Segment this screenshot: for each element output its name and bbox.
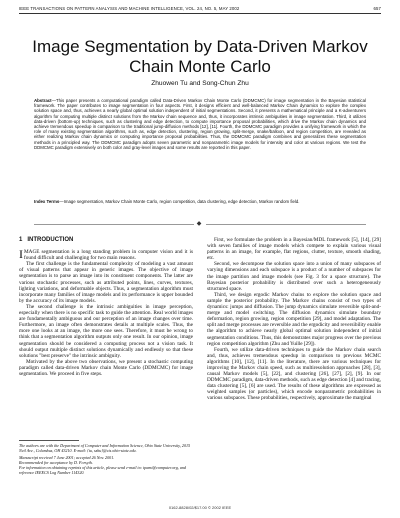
right-paragraph-2: Second, we decompose the solution space into a union of many subspaces of varying dimensions and each subspace is a product of a number of subspaces for the image partition and image models (see Fig. 3 for a space structure). The Bayesian posterior probability is distributed over such a heterogeneously structured space. [207,261,381,292]
section-number: 1 [19,237,23,243]
paper-title: Image Segmentation by Data-Driven Markov Chain Monte Carlo [32,37,368,76]
index-terms-text: —Image segmentation, Markov Chain Monte Carlo, region competition, data clustering, edge detection, Markov random field. [59,199,300,204]
intro-paragraph-4: Motivated by the above two observations, we present a stochastic computing paradigm called data-driven Markov chain Monte Carlo (DDMCMC) for image segmentation. We proceed in five steps. [19,358,193,377]
abstract [34,98,366,150]
section-heading [19,237,193,243]
footnote [19,443,193,475]
right-paragraph-1: First, we formulate the problem in a Bayesian/MDL framework [5], [14], [29] with seven families of image models which compete to explain various visual patterns in an image, for example, flat regions, clutter, texture, smooth shading, etc. [207,237,381,262]
left-column [19,237,193,377]
section-title: INTRODUCTION [27,237,74,243]
diamond-icon: ◆ [194,221,207,227]
separator-diamond [34,220,366,227]
abstract-label: Abstract [34,98,52,103]
running-header [19,6,381,11]
intro-paragraph-1: IMAGE segmentation is a long standing problem in computer vision and it is found difficult and challenging for two main reasons. [19,247,193,262]
footnote-reprints: For information on obtaining reprints of this article, please send e-mail to: tpami@computer.org, and reference IEEECS Log Number 114320. [19,465,186,475]
right-column [207,237,381,402]
intro-paragraph-2: The first challenge is the fundamental complexity of modeling a vast amount of visual patterns that appear in generic images. The objective of image segmentation is to parse an image into its constituent components. The latter are various stochastic processes, such as attributed points, lines, curves, textures, lighting variations, and deformable objects. Thus, a segmentation algorithm must incorporate many families of image models and its performance is upper bounded by the accuracy of its image models. [19,261,193,304]
footnote-editor: Recommended for acceptance by D. Forsyth. [19,460,93,465]
right-paragraph-4: Fourth, we utilize data-driven techniques to guide the Markov chain search and, thus, achieves tremendous speedup in comparison to previous MCMC algorithms [10], [12], [11]. In the literature, there are various techniques for improving the Markov chain speed, such as multiresolution approaches [28], [3], causal Markov models [5], [22], and clustering [26], [27], [2], [9]. In our DDMCMC paradigm, data-driven methods, such as edge detection [4] and tracing, data clustering [5], [6] are used. The results of these algorithms are expressed as weighted samples (or particles), which encode nonparametric probabilities in various subspaces. These probabilities, respectively, approximate the marginal [207,346,381,402]
dropcap-letter: I [19,247,23,262]
paper-authors: Zhuowen Tu and Song-Chun Zhu [151,80,249,87]
journal-name: IEEE TRANSACTIONS ON PATTERN ANALYSIS AND MACHINE INTELLIGENCE, VOL. 24, NO. 5, MAY 2002 [19,6,240,11]
header-rule [19,13,381,14]
intro-paragraph-3: The second challenge is the intrinsic ambiguities in image perception, especially when there is no specific task to guide the attention. Real world images are fundamentally ambiguous and our perception of an image changes over time. Furthermore, an image often demonstrates details at multiple scales. Thus, the more one looks at an image, the more one sees. Therefore, it must be wrong to think that a segmentation algorithm outputs only one result. In our opinion, image segmentation should be considered a computing process not a vision task. It should output multiple distinct solutions dynamically and endlessly so that these solutions "best preserve" the intrinsic ambiguity. [19,303,193,359]
index-terms [34,199,366,204]
footnote-rule [19,440,79,441]
footnote-authors: The authors are with the Department of Computer and Information Science, Ohio State University, 2015 Neil Ave., Columbus, OH 43210. E-mail: {tu, szhu}@cis.ohio-state.edu. [19,443,191,453]
footnote-received: Manuscript received 7 June 2001; accepted 26 Nov. 2001. [19,455,115,460]
index-terms-label: Index Terms [34,199,60,204]
page-footer: 0162-8828/02/$17.00 © 2002 IEEE [168,505,232,510]
abstract-text: —This paper presents a computational paradigm called Data-Driven Markov Chain Monte Carlo (DDMCMC) for image segmentation in the Bayesian statistical framework. The paper contributes to image segmentation in four aspects. First, it designs efficient and well-balanced Markov Chain dynamics to explore the complex solution space and, thus, achieves a nearly global optimal solution independent of initial segmentations. Second, it presents a mathematical principle and a K-adventurers algorithm for computing multiple distinct solutions from the Markov chain sequence and, thus, it incorporates intrinsic ambiguities in image segmentation. Third, it utilizes data-driven (bottom-up) techniques, such as clustering and edge detection, to compute importance proposal probabilities, which drive the Markov chain dynamics and achieve tremendous speedup in comparison to the traditional jump-diffusion methods [12], [11]. Fourth, the DDMCMC paradigm provides a unifying framework in which the role of many existing segmentation algorithms, such as, edge detection, clustering, region growing, split-merge, snake/balloon, and region competition, are revealed as either realizing Markov chain dynamics or computing importance proposal probabilities. Thus, the DDMCMC paradigm combines and generalizes these segmentation methods in a principled way. The DDMCMC paradigm adopts seven parametric and nonparametric image models for intensity and color at various regions. We test the DDMCMC paradigm extensively on both color and gray-level images and some results are reported in this paper. [34,98,366,150]
page-number: 657 [373,6,381,11]
right-paragraph-3: Third, we design ergodic Markov chains to explore the solution space and sample the posterior probability. The Markov chains consist of two types of dynamics: jumps and diffusion. The jump dynamics simulate reversible split-and-merge and model switching. The diffusion dynamics simulate boundary deformation, region growing, region competition [29], and model adaptation. The split and merge processes are reversible and the ergodicity and reversibility enable the algorithm to achieve nearly global optimal solution independent of initial segmentation conditions. Thus, this demonstrates major progress over the previous region competition algorithm (Zhu and Yuille [29]). [207,291,381,347]
